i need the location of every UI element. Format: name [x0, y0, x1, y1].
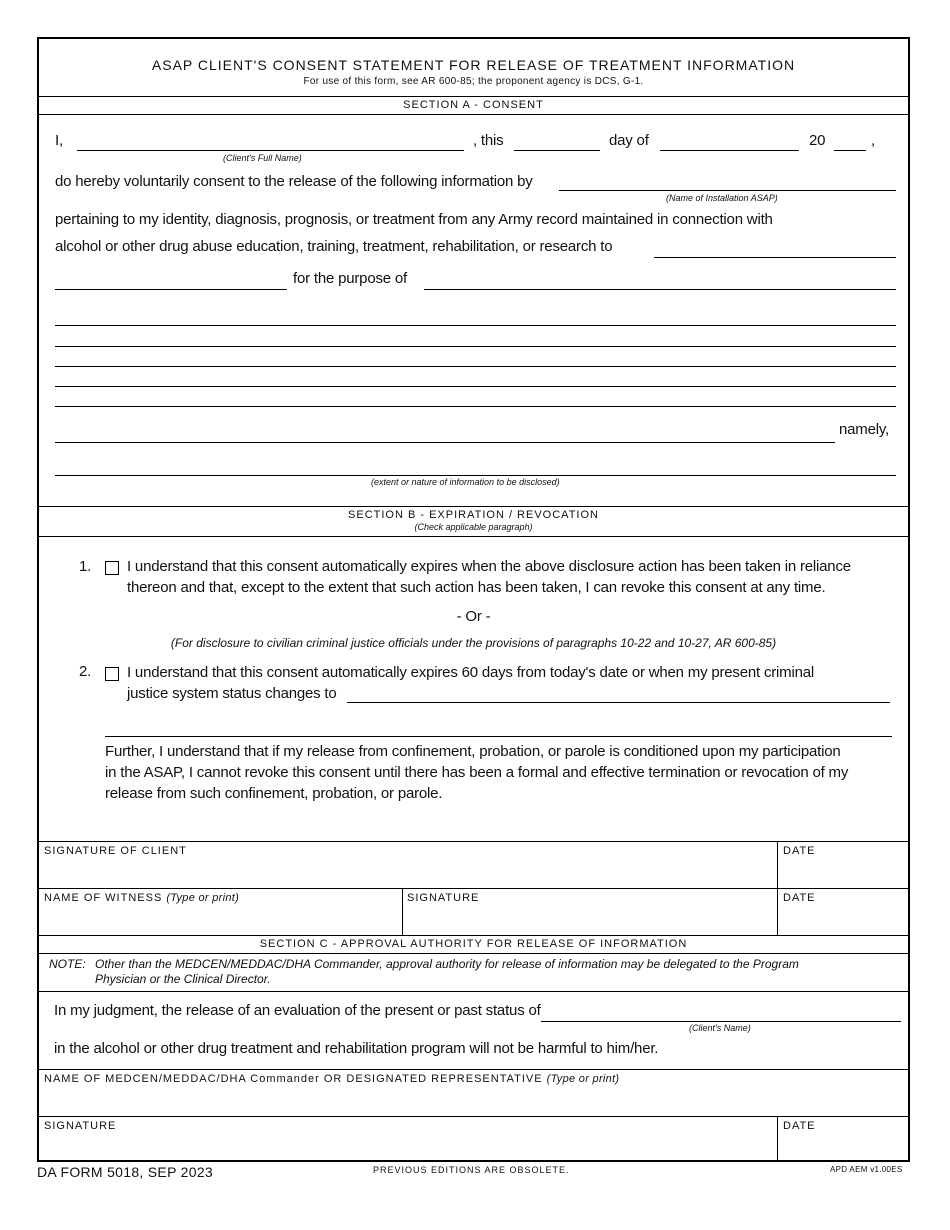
pertaining-line: pertaining to my identity, diagnosis, prognosis, or treatment from any Army record maintained in connection with	[55, 211, 773, 228]
installation-caption: (Name of Installation ASAP)	[666, 193, 778, 203]
obsolete-notice: PREVIOUS EDITIONS ARE OBSOLETE.	[373, 1165, 570, 1175]
item1-line2: thereon and that, except to the extent that such action has been taken, I can revoke this consent at any time.	[127, 579, 826, 596]
recipient-field-continued[interactable]	[55, 289, 287, 290]
note-line1: Other than the MEDCEN/MEDDAC/DHA Commander, approval authority for release of information may be delegated to the Program	[95, 957, 799, 971]
client-full-name-caption: (Client's Full Name)	[223, 153, 302, 163]
commander-date-field[interactable]	[779, 1132, 907, 1162]
item2-number: 2.	[79, 663, 92, 680]
further-line1: Further, I understand that if my release from confinement, probation, or parole is conditioned upon my participation	[105, 743, 841, 760]
witness-signature-field[interactable]	[404, 904, 775, 934]
extent-caption: (extent or nature of information to be disclosed)	[371, 477, 560, 487]
month-field[interactable]	[660, 150, 799, 151]
item2-checkbox[interactable]	[105, 667, 119, 681]
item2-line2: justice system status changes to	[127, 685, 337, 702]
witness-name-field[interactable]	[39, 904, 400, 934]
item1-checkbox[interactable]	[105, 561, 119, 575]
year-prefix: 20	[809, 132, 826, 149]
divider	[39, 1069, 908, 1070]
further-line3: release from such confinement, probation, or parole.	[105, 785, 443, 802]
witness-date-field[interactable]	[779, 904, 907, 934]
divider	[39, 953, 908, 954]
purpose-line[interactable]	[55, 366, 896, 367]
divider	[39, 991, 908, 992]
client-signature-field[interactable]	[39, 857, 775, 887]
commander-name-field[interactable]	[39, 1085, 907, 1115]
section-c-heading: SECTION C - APPROVAL AUTHORITY FOR RELEASE OF INFORMATION	[259, 938, 688, 950]
form-id: DA FORM 5018, SEP 2023	[37, 1164, 213, 1180]
divider	[39, 114, 908, 115]
name-of-witness-label: NAME OF WITNESS (Type or print)	[44, 892, 240, 904]
purpose-label: for the purpose of	[293, 270, 407, 287]
consent-form	[37, 37, 910, 1162]
program-line: in the alcohol or other drug treatment and rehabilitation program will not be harmful to him/her.	[54, 1040, 659, 1057]
status-change-field[interactable]	[347, 702, 890, 703]
judgment-line: In my judgment, the release of an evaluation of the present or past status of	[54, 1002, 541, 1019]
day-of-label: day of	[609, 132, 649, 149]
section-a-heading: SECTION A - CONSENT	[403, 99, 544, 111]
year-field[interactable]	[834, 150, 866, 151]
i-label: I,	[55, 132, 63, 149]
signature-of-client-label: SIGNATURE OF CLIENT	[44, 845, 187, 857]
witness-signature-label: SIGNATURE	[407, 892, 480, 904]
client-name-field[interactable]	[541, 1021, 901, 1022]
divider	[39, 506, 908, 507]
note-label: NOTE:	[49, 957, 86, 971]
alcohol-line: alcohol or other drug abuse education, training, treatment, rehabilitation, or research to	[55, 238, 613, 255]
namely-label: namely,	[839, 421, 890, 438]
section-b-heading: SECTION B - EXPIRATION / REVOCATION	[348, 509, 599, 521]
day-field[interactable]	[514, 150, 600, 151]
installation-asap-field[interactable]	[559, 190, 896, 191]
purpose-line[interactable]	[55, 325, 896, 326]
purpose-field[interactable]	[424, 289, 896, 290]
divider	[39, 888, 908, 889]
witness-date-label: DATE	[783, 892, 816, 904]
version-label: APD AEM v1.00ES	[830, 1165, 903, 1174]
purpose-line[interactable]	[55, 386, 896, 387]
item1-number: 1.	[79, 558, 92, 575]
divider	[402, 888, 403, 935]
client-full-name-field[interactable]	[77, 150, 464, 151]
commander-label: NAME OF MEDCEN/MEDDAC/DHA Commander OR DESIGNATED REPRESENTATIVE (Type or print)	[44, 1073, 620, 1085]
status-change-field-continued[interactable]	[105, 736, 892, 737]
consent-line: do hereby voluntarily consent to the release of the following information by	[55, 173, 533, 190]
further-line2: in the ASAP, I cannot revoke this consent until there has been a formal and effective termination or revocation of my	[105, 764, 849, 781]
this-label: , this	[473, 132, 504, 149]
note-line2: Physician or the Clinical Director.	[95, 972, 271, 986]
divider	[777, 1116, 778, 1162]
commander-signature-label: SIGNATURE	[44, 1120, 117, 1132]
date-label: DATE	[783, 845, 816, 857]
or-text: - Or -	[456, 608, 491, 625]
divider	[39, 536, 908, 537]
divider	[39, 935, 908, 936]
client-name-caption: (Client's Name)	[689, 1023, 751, 1033]
item2-line1: I understand that this consent automatically expires 60 days from today's date or when my present criminal	[127, 664, 815, 681]
commander-signature-field[interactable]	[39, 1132, 775, 1162]
year-comma: ,	[871, 132, 875, 149]
form-title: ASAP CLIENT'S CONSENT STATEMENT FOR RELEASE OF TREATMENT INFORMATION	[151, 57, 796, 73]
commander-date-label: DATE	[783, 1120, 816, 1132]
purpose-line[interactable]	[55, 406, 896, 407]
recipient-field[interactable]	[654, 257, 896, 258]
information-field-continued[interactable]	[55, 475, 896, 476]
section-b-subheading: (Check applicable paragraph)	[414, 522, 533, 532]
divider	[39, 96, 908, 97]
form-subtitle: For use of this form, see AR 600-85; the proponent agency is DCS, G-1.	[303, 76, 644, 87]
client-date-field[interactable]	[779, 857, 907, 887]
item1-line1: I understand that this consent automatically expires when the above disclosure action has been taken in reliance	[127, 558, 851, 575]
purpose-line[interactable]	[55, 346, 896, 347]
information-field[interactable]	[55, 442, 835, 443]
civilian-note: (For disclosure to civilian criminal justice officials under the provisions of paragraphs 10-22 and 10-27, AR 600-85)	[170, 636, 777, 650]
